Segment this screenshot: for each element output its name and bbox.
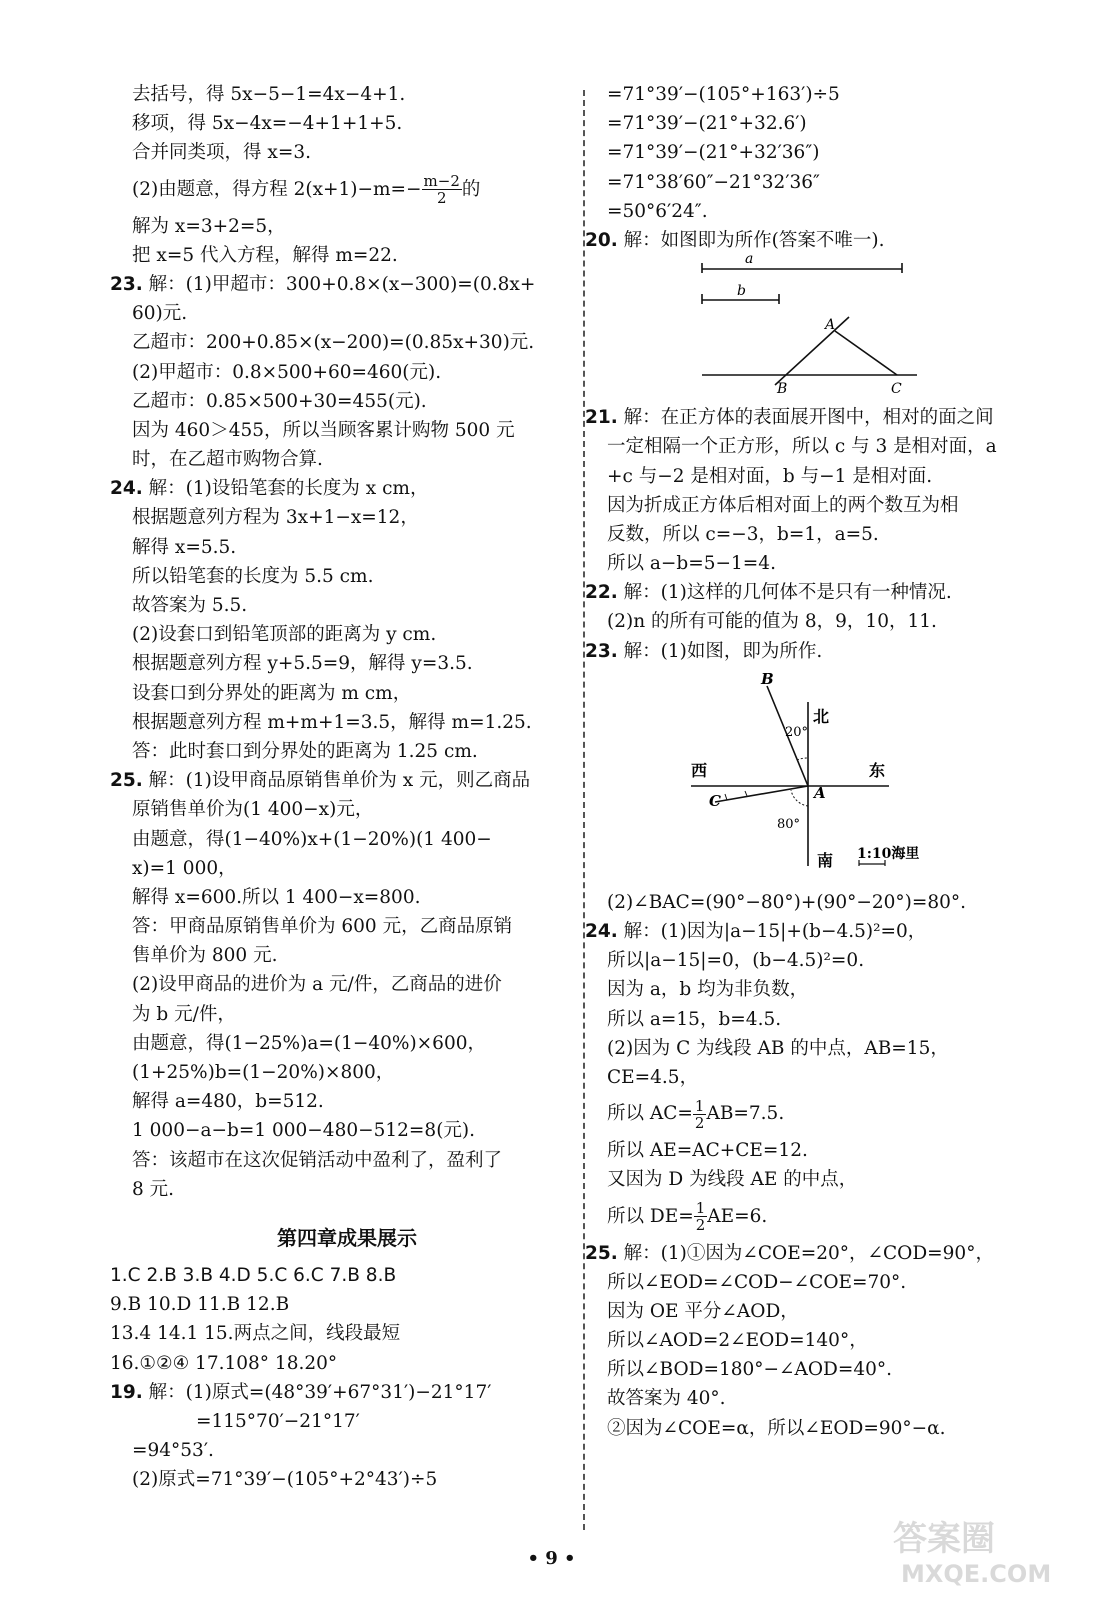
text-line: 所以∠BOD=180°−∠AOD=40°.	[607, 1359, 893, 1381]
text-line: 8 元.	[132, 1178, 175, 1200]
text-line: 设套口到分界处的距离为 m cm，	[132, 682, 412, 704]
text-line: 所以 a=15，b=4.5.	[607, 1008, 782, 1030]
section-title: 第四章成果展示	[277, 1225, 417, 1250]
q23-line: 23. 解：(1)甲超市：300+0.8×(x−300)=(0.8x+	[110, 273, 536, 295]
text-line: 故答案为 5.5.	[132, 595, 248, 616]
text-line: x)=1 000，	[132, 857, 237, 879]
answer-line: 16.①②④ 17.108° 18.20°	[110, 1352, 338, 1374]
west-label: 西	[691, 760, 708, 780]
text-line: 因为折成正方体后相对面上的两个数互为相	[607, 494, 959, 516]
text-line: 解为 x=3+2=5，	[132, 215, 286, 237]
text-line: 因为 a，b 均为非负数，	[607, 979, 809, 1001]
page-number: • 9 •	[527, 1548, 576, 1569]
text-line: 所以∠EOD=∠COD−∠COE=70°.	[607, 1271, 907, 1293]
q23-compass-figure	[607, 666, 1037, 888]
text-line: 因为 460＞455，所以当顾客累计购物 500 元	[132, 419, 515, 441]
angle-80-label: 80°	[777, 816, 801, 832]
text-line: 所以∠AOD=2∠EOD=140°，	[607, 1330, 868, 1352]
text-line: 所以|a−15|=0，(b−4.5)²=0.	[607, 950, 865, 972]
text-line: =71°39′−(105°+163′)÷5	[607, 84, 840, 105]
q20-line: 20. 解：如图即为所作(答案不唯一).	[585, 229, 885, 251]
text-line: 由题意，得(1−40%)x+(1−20%)(1 400−	[132, 828, 492, 850]
text-line: 根据题意列方程 m+m+1=3.5，解得 m=1.25.	[132, 711, 532, 733]
text-line: =71°39′−(21°+32′36″)	[607, 142, 820, 164]
text-line: 答：甲商品原销售单价为 600 元，乙商品原销	[132, 916, 513, 938]
text-line: (2)n 的所有可能的值为 8，9，10，11.	[607, 611, 937, 633]
q21-line: 21. 解：在正方体的表面展开图中，相对的面之间	[585, 407, 994, 429]
fraction-line: 所以 DE= $\frac{1}{2}$ AE=6.	[607, 1199, 768, 1234]
text-line: 根据题意列方程为 3x+1−x=12，	[132, 507, 419, 529]
fraction: $\frac{1}{2}$	[694, 1096, 705, 1132]
text-line: +c 与−2 是相对面，b 与−1 是相对面.	[607, 465, 933, 487]
text-line: 又因为 D 为线段 AE 的中点，	[607, 1169, 858, 1191]
q22-part2-line: (2)由题意，得方程 2(x+1)−m=− $\frac{m-2}{2}$ 的	[132, 172, 481, 208]
text-line: 一定相隔一个正方形，所以 c 与 3 是相对面，a	[607, 436, 997, 458]
answer-line: 1.C 2.B 3.B 4.D 5.C 6.C 7.B 8.B	[110, 1264, 397, 1286]
label-b: b	[737, 283, 746, 300]
text-line: 反数，所以 c=−3，b=1，a=5.	[607, 523, 879, 545]
q23-line: 23. 解：(1)如图，即为所作.	[585, 640, 823, 662]
text-line: 答：该超市在这次促销活动中盈利了，盈利了	[132, 1149, 503, 1171]
label-A: A	[814, 783, 826, 802]
label-C: C	[709, 791, 721, 810]
label-A: A	[825, 317, 836, 334]
text-line: 解得 x=5.5.	[132, 536, 237, 558]
q25-line: 25. 解：(1)设甲商品原销售单价为 x 元，则乙商品	[110, 770, 531, 792]
text-line: 原销售单价为(1 400−x)元，	[132, 799, 374, 821]
text-line: 把 x=5 代入方程，解得 m=22.	[132, 244, 398, 266]
text-line: 为 b 元/件，	[132, 1003, 236, 1025]
text-line: 故答案为 40°.	[607, 1388, 726, 1410]
text-line: 乙超市：200+0.85×(x−200)=(0.85x+30)元.	[132, 332, 535, 354]
text-line: 1 000−a−b=1 000−480−512=8(元).	[132, 1120, 476, 1142]
right-column	[585, 80, 1037, 1443]
text-line: (2)∠BAC=(90°−80°)+(90°−20°)=80°.	[607, 891, 967, 913]
text-line: 售单价为 800 元.	[132, 945, 278, 967]
text-line: (2)设甲商品的进价为 a 元/件，乙商品的进价	[132, 974, 502, 996]
label-B: B	[777, 381, 788, 398]
text-line: =71°38′60″−21°32′36″	[607, 171, 820, 193]
fraction: $\frac{m-2}{2}$	[423, 172, 460, 208]
text-line: 由题意，得(1−25%)a=(1−40%)×600，	[132, 1032, 486, 1054]
text-line: 所以 a−b=5−1=4.	[607, 553, 776, 575]
q24-line: 24. 解：(1)因为|a−15|+(b−4.5)²=0，	[585, 921, 927, 942]
text-line: CE=4.5，	[607, 1066, 699, 1088]
watermark-logo	[873, 1510, 1083, 1590]
text-line: 所以铅笔套的长度为 5.5 cm.	[132, 565, 374, 587]
text-line: 因为 OE 平分∠AOD，	[607, 1300, 799, 1322]
text-line: 60)元.	[132, 303, 188, 325]
label-a: a	[745, 255, 754, 268]
left-column	[110, 80, 562, 1494]
east-label: 东	[869, 760, 886, 780]
angle-20-label: 20°	[785, 724, 809, 740]
column-divider	[583, 90, 585, 1530]
q25-line: 25. 解：(1)①因为∠COE=20°，∠COD=90°，	[585, 1242, 994, 1264]
text-line: (2)因为 C 为线段 AB 的中点，AB=15，	[607, 1037, 949, 1059]
answer-line: 13.4 14.1 15.两点之间，线段最短	[110, 1323, 401, 1345]
text-line: 所以 AE=AC+CE=12.	[607, 1140, 808, 1162]
watermark-text: MXQE.COM	[901, 1560, 1052, 1588]
text-line: 解得 a=480，b=512.	[132, 1091, 324, 1113]
q24-line: 24. 解：(1)设铅笔套的长度为 x cm，	[110, 478, 429, 500]
text-line: 答：此时套口到分界处的距离为 1.25 cm.	[132, 740, 478, 762]
q20-figure	[607, 255, 1037, 403]
fraction: $\frac{1}{2}$	[695, 1199, 706, 1234]
text-line: =71°39′−(21°+32.6′)	[607, 113, 807, 135]
text-line: 去括号，得 5x−5−1=4x−4+1.	[132, 84, 406, 105]
text-line: (2)原式=71°39′−(105°+2°43′)÷5	[132, 1469, 438, 1491]
text-line: 根据题意列方程 y+5.5=9，解得 y=3.5.	[132, 653, 473, 675]
text-line: (2)甲超市：0.8×500+60=460(元).	[132, 361, 442, 383]
text-line: 乙超市：0.85×500+30=455(元).	[132, 390, 427, 412]
fraction-line: 所以 AC= $\frac{1}{2}$ AB=7.5.	[607, 1096, 785, 1132]
scale-label: 1:10海里	[857, 845, 920, 862]
text-line: (1+25%)b=(1−20%)×800，	[132, 1062, 395, 1083]
north-label: 北	[813, 706, 830, 726]
text-line: 合并同类项，得 x=3.	[132, 142, 311, 164]
text-line: =115°70′−21°17′	[196, 1410, 360, 1432]
text-line: =50°6′24″.	[607, 200, 708, 222]
south-label: 南	[817, 850, 834, 870]
text-line: =94°53′.	[132, 1440, 214, 1462]
label-C: C	[891, 381, 902, 398]
label-B: B	[761, 669, 774, 688]
text-line: 解得 x=600.所以 1 400−x=800.	[132, 886, 421, 908]
q19-line: 19. 解：(1)原式=(48°39′+67°31′)−21°17′	[110, 1381, 492, 1403]
text-line: 时，在乙超市购物合算.	[132, 449, 323, 471]
text-line: ②因为∠COE=α，所以∠EOD=90°−α.	[607, 1417, 946, 1439]
watermark-cn: 答案圈	[893, 1519, 995, 1559]
text-line: (2)设套口到铅笔顶部的距离为 y cm.	[132, 624, 437, 646]
q22-line: 22. 解：(1)这样的几何体不是只有一种情况.	[585, 582, 952, 604]
text-line: 移项，得 5x−4x=−4+1+1+5.	[132, 113, 403, 135]
answer-line: 9.B 10.D 11.B 12.B	[110, 1294, 290, 1316]
